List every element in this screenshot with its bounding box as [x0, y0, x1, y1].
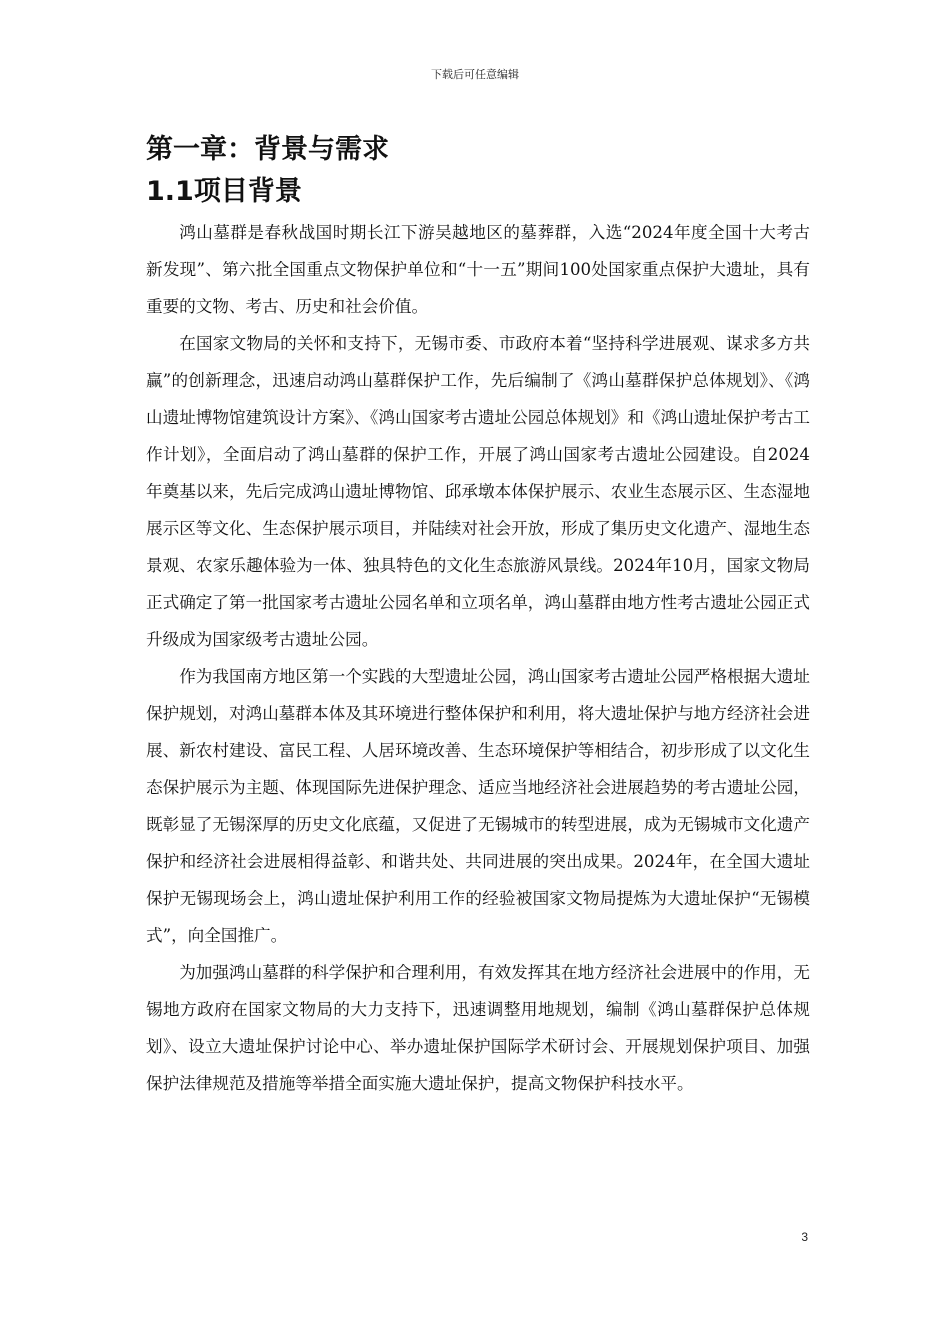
paragraph: 为加强鸿山墓群的科学保护和合理利用，有效发挥其在地方经济社会进展中的作用，无锡地方政府在国家文物局的大力支持下，迅速调整用地规划，编制《鸿山墓群保护总体规划》、设立大遗址保护讨论中心、举办遗址保护国际学术研讨会、开展规划保护项目、加强保护法律规范及措施等举措全面实施大遗址保护，提高文物保护科技水平。 — [146, 963, 810, 1093]
page-number: 3 — [801, 1230, 808, 1244]
paragraph: 在国家文物局的关怀和支持下，无锡市委、市政府本着“坚持科学进展观、谋求多方共赢”的创新理念，迅速启动鸿山墓群保护工作，先后编制了《鸿山墓群保护总体规划》、《鸿山遗址博物馆建筑设计方案》、《鸿山国家考古遗址公园总体规划》和《鸿山遗址保护考古工作计划》，全面启动了鸿山墓群的保护工作，开展了鸿山国家考古遗址公园建设。自2024年奠基以来，先后完成鸿山遗址博物馆、邱承墩本体保护展示、农业生态展示区、生态湿地展示区等文化、生态保护展示项目，并陆续对社会开放，形成了集历史文化遗产、湿地生态景观、农家乐趣体验为一体、独具特色的文化生态旅游风景线。2024年10月，国家文物局正式确定了第一批国家考古遗址公园名单和立项名单，鸿山墓群由地方性考古遗址公园正式升级成为国家级考古遗址公园。 — [146, 334, 810, 649]
paragraph: 鸿山墓群是春秋战国时期长江下游吴越地区的墓葬群，入选“2024年度全国十大考古新发现”、第六批全国重点文物保护单位和“十一五”期间100处国家重点保护大遗址，具有重要的文物、考古、历史和社会价值。 — [146, 223, 810, 316]
paragraph: 作为我国南方地区第一个实践的大型遗址公园，鸿山国家考古遗址公园严格根据大遗址保护规划，对鸿山墓群本体及其环境进行整体保护和利用，将大遗址保护与地方经济社会进展、新农村建设、富民工程、人居环境改善、生态环境保护等相结合，初步形成了以文化生态保护展示为主题、体现国际先进保护理念、适应当地经济社会进展趋势的考古遗址公园，既彰显了无锡深厚的历史文化底蕴，又促进了无锡城市的转型进展，成为无锡城市文化遗产保护和经济社会进展相得益彰、和谐共处、共同进展的突出成果。2024年，在全国大遗址保护无锡现场会上，鸿山遗址保护利用工作的经验被国家文物局提炼为大遗址保护“无锡模式”，向全国推广。 — [146, 667, 810, 945]
document-body — [146, 128, 810, 1102]
page-header: 下载后可任意编辑 — [431, 68, 519, 81]
section-title: 1.1项目背景 — [146, 176, 302, 207]
chapter-title: 第一章：背景与需求 — [146, 134, 389, 165]
